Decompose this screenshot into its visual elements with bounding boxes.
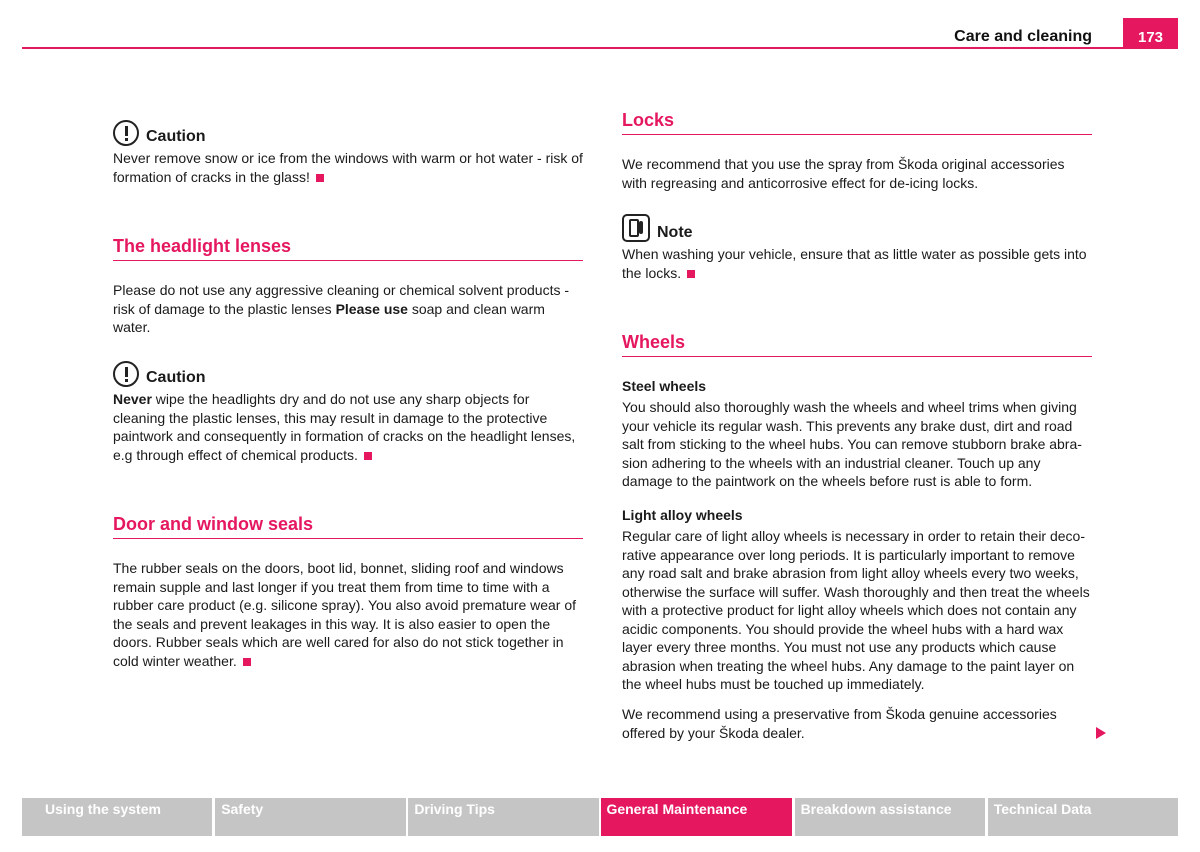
- headlight-text: Please do not use any aggressive cleaning or chemical solvent products - risk of damage to the plastic lenses Please use soap and clean warm water.: [113, 282, 570, 335]
- caution-icon: [113, 361, 139, 387]
- tab-driving-tips[interactable]: Driving Tips: [408, 798, 598, 836]
- alloy-wheels-block: [622, 507, 1092, 694]
- caution-title: Caution: [146, 128, 206, 145]
- end-mark-icon: [243, 658, 251, 666]
- caution-text: Never wipe the headlights dry and do not use any sharp objects for cleaning the plastic lenses, this may result in damage to the protective paintwork and consequently in formation of cracks on the headlight lenses, e.g through effect of chemical products.: [113, 391, 576, 463]
- header-rule: [22, 47, 1178, 49]
- locks-text: We recommend that you use the spray from Škoda original accessories with regreasing and anticorrosive effect for de-icing locks.: [622, 156, 1065, 191]
- note-icon: [622, 214, 650, 242]
- continue-arrow-icon: [1096, 727, 1106, 739]
- section-heading-seals: Door and window seals: [113, 514, 583, 539]
- recommend-text: We recommend using a preservative from Škoda genuine accessories offered by your Škoda dealer.: [622, 706, 1057, 741]
- tab-general-maintenance[interactable]: General Maintenance: [601, 798, 791, 836]
- caution-box-windows: [113, 116, 583, 186]
- caution-box-headlights: [113, 357, 583, 464]
- end-mark-icon: [687, 270, 695, 278]
- steel-wheels-block: [622, 378, 1092, 491]
- recommend-block: [622, 705, 1092, 742]
- section-heading-locks: Locks: [622, 110, 1092, 135]
- steel-wheels-text: You should also thoroughly wash the wheels and wheel trims when giving your vehicle its regular wash. This prevents any brake dust, dirt and road salt from sticking to the wheel hubs. You can remove stubborn brake abra-sion adhering to the wheels with an industrial cleaner. Touch up any damage to the paintwork on the wheels before rust is able to form.: [622, 399, 1082, 489]
- running-header-title: Care and cleaning: [954, 28, 1092, 45]
- chapter-tabs: [22, 798, 1178, 836]
- subheading-light-alloy-wheels: Light alloy wheels: [622, 507, 743, 523]
- section-heading-wheels: Wheels: [622, 332, 1092, 357]
- end-mark-icon: [364, 452, 372, 460]
- end-mark-icon: [316, 174, 324, 182]
- tab-breakdown-assistance[interactable]: Breakdown assistance: [795, 798, 985, 836]
- caution-icon: [113, 120, 139, 146]
- section-heading-headlight: The headlight lenses: [113, 236, 583, 261]
- tab-safety[interactable]: Safety: [215, 798, 405, 836]
- seals-text: The rubber seals on the doors, boot lid, bonnet, sliding roof and windows remain supple and last longer if you treat them from time to time with a rubber care product (e.g. silicone spray). You also avoid premature wear of the seals and prevent leakages in this way. It is also easier to open the doors. Rubber seals which are well cared for also do not stick together in cold winter weather.: [113, 560, 577, 669]
- note-box-locks: [622, 212, 1092, 282]
- note-text: When washing your vehicle, ensure that as little water as possible gets into the locks.: [622, 246, 1087, 281]
- tab-using-the-system[interactable]: Using the system: [22, 798, 212, 836]
- tab-technical-data[interactable]: Technical Data: [988, 798, 1178, 836]
- alloy-wheels-text: Regular care of light alloy wheels is necessary in order to retain their deco-rative appearance over long periods. It is particularly important to remove any road salt and brake abrasion from light alloy wheels every two weeks, otherwise the surface will suffer. Wash thoroughly and then treat the wheels with a protective product for light alloy wheels which does not contain any acidic components. You should provide the wheel hubs with a hard wax layer every three months. You must not use any products which cause abrasion when treating the wheel hubs. Any damage to the paint layer on the wheel hubs must be touched up immediately.: [622, 528, 1090, 692]
- caution-title: Caution: [146, 369, 206, 386]
- note-title: Note: [657, 224, 693, 241]
- caution-text: Never remove snow or ice from the windows with warm or hot water - risk of formation of cracks in the glass!: [113, 150, 583, 185]
- page-number: 173: [1123, 18, 1178, 49]
- subheading-steel-wheels: Steel wheels: [622, 378, 707, 394]
